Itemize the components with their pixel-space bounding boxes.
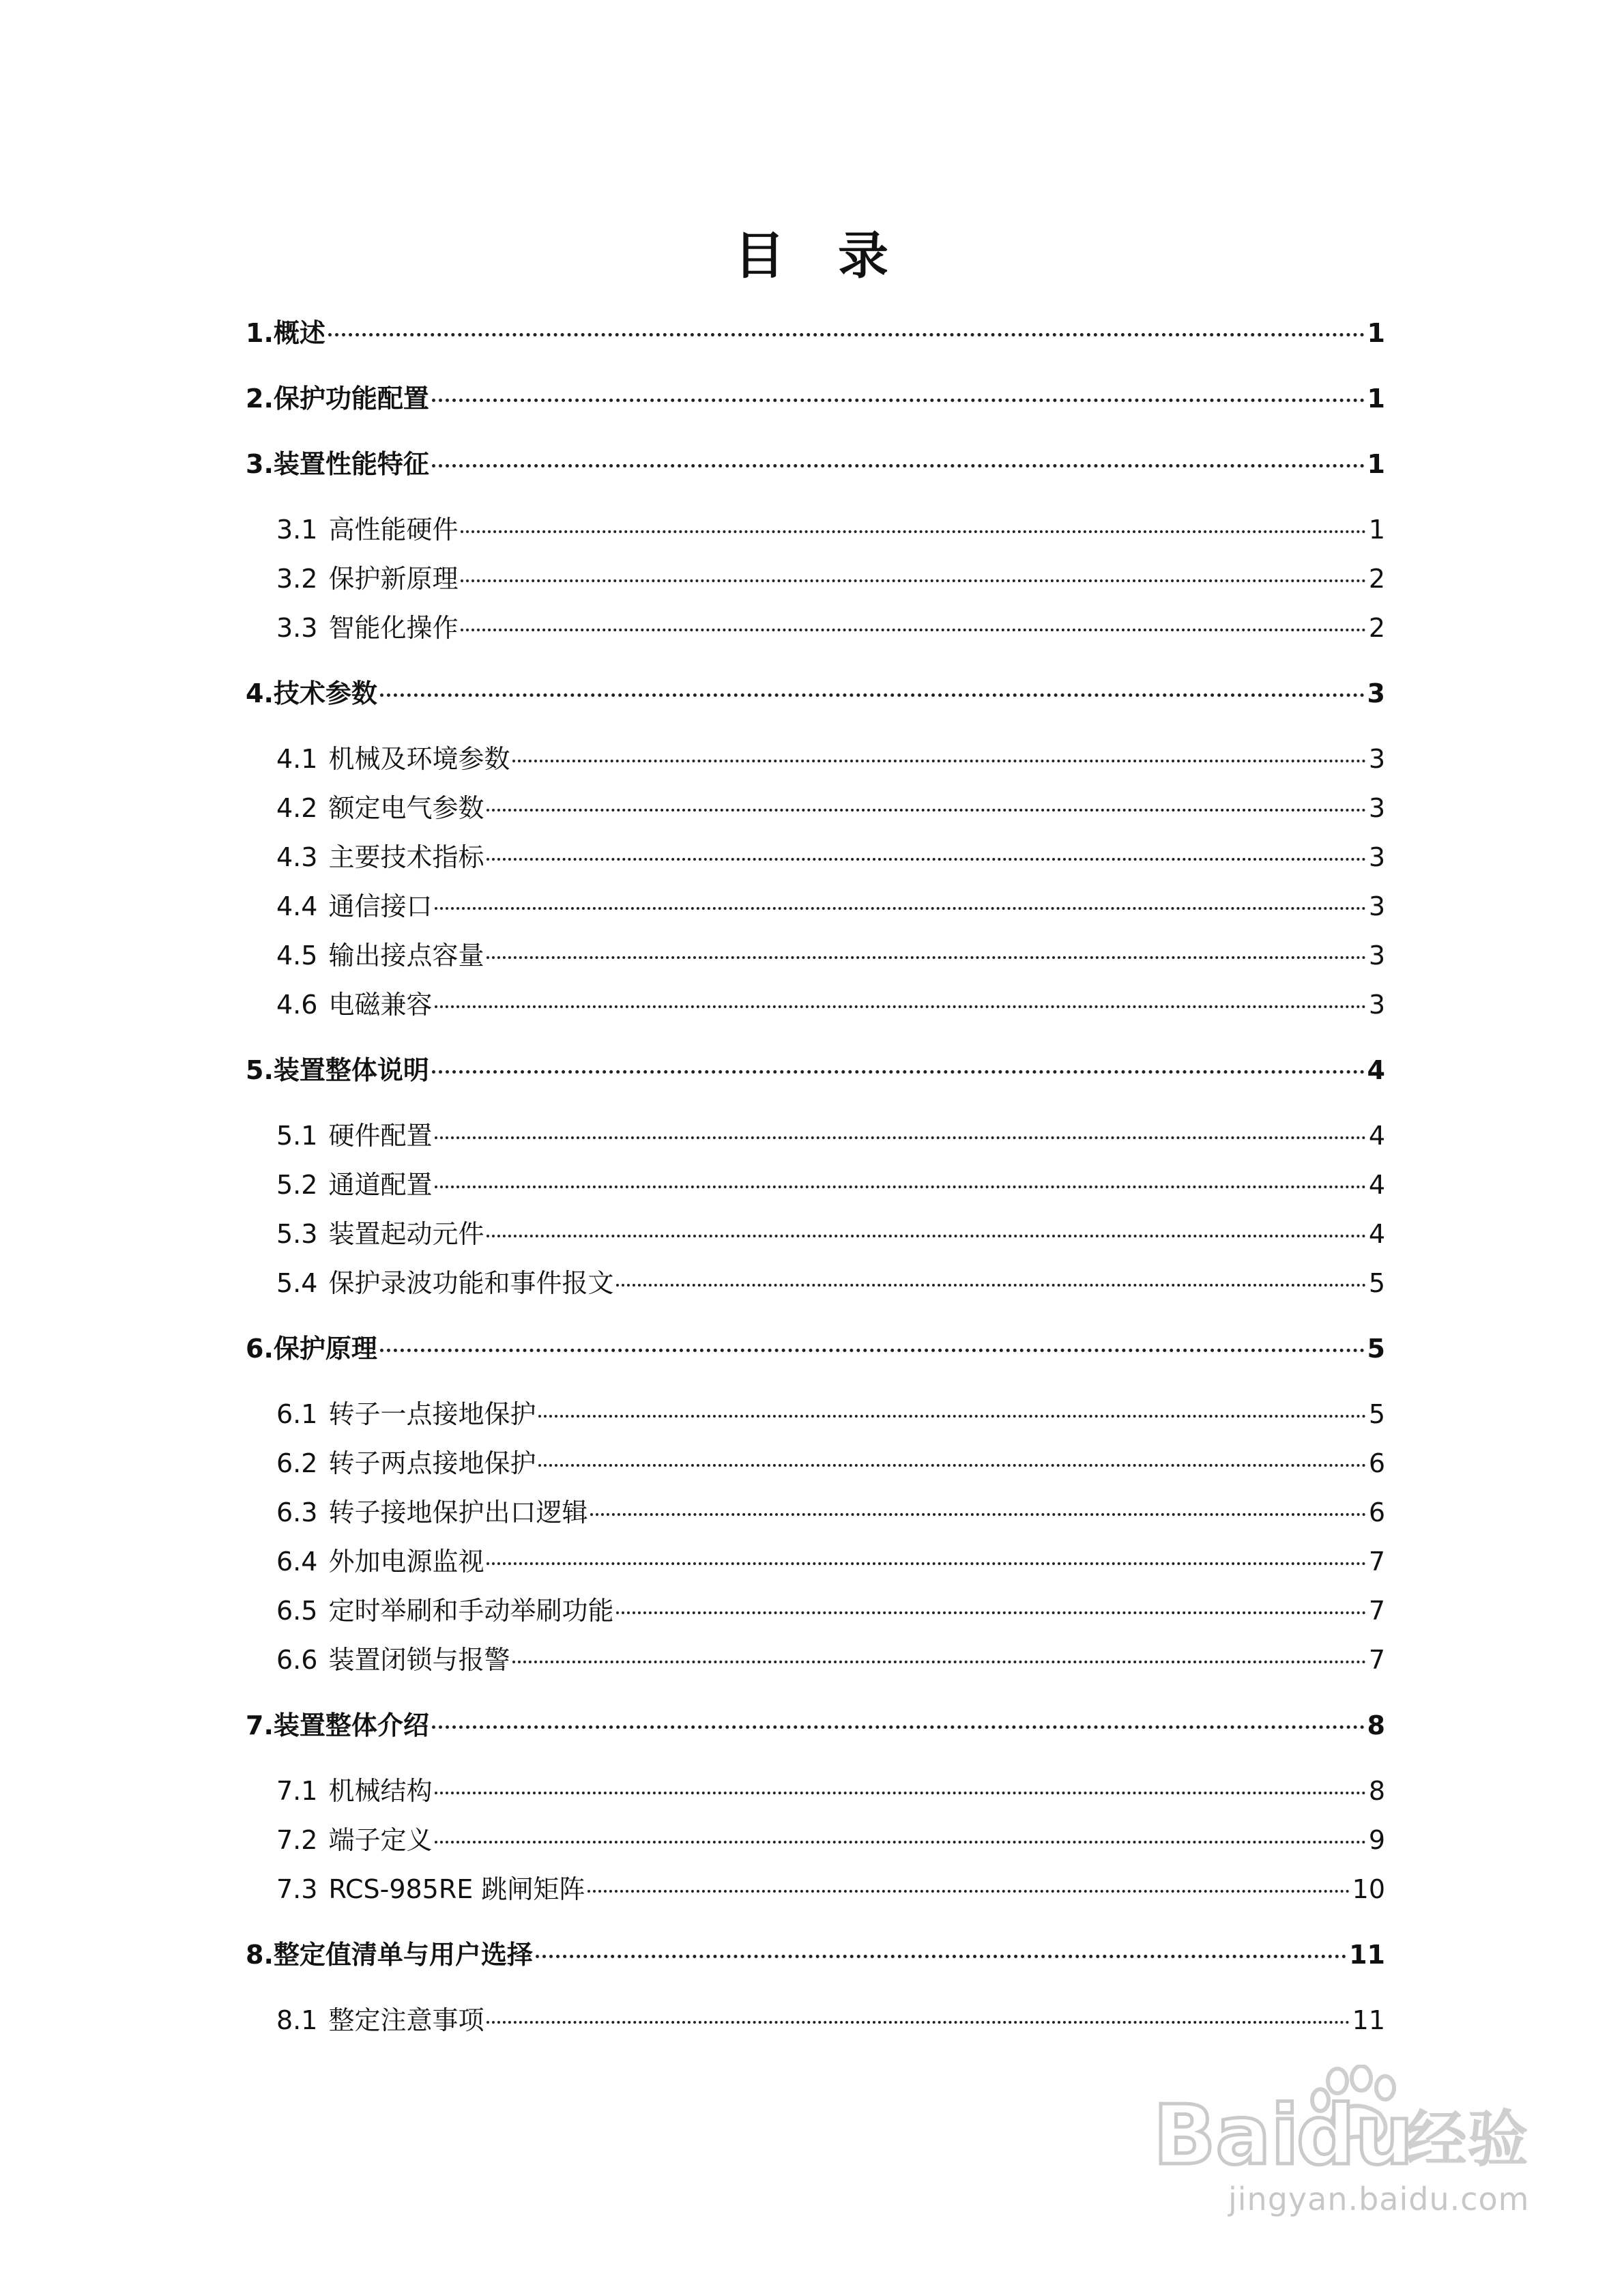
toc-entry-number: 6.1	[276, 1399, 318, 1429]
toc-entry-title: 保护原理	[273, 1334, 377, 1364]
toc-section-row[interactable]	[276, 511, 1385, 549]
toc-page-number: 11	[1352, 2005, 1385, 2035]
toc-page-number: 3	[1368, 891, 1385, 921]
toc-entry-title: 概述	[273, 318, 325, 348]
toc-page-number: 11	[1349, 1940, 1385, 1970]
watermark-url: jingyan.baidu.com	[1228, 2181, 1530, 2218]
toc-chapter-row[interactable]	[246, 674, 1385, 713]
toc-page-number: 7	[1368, 1645, 1385, 1675]
toc-page-number: 6	[1368, 1448, 1385, 1478]
toc-page-number: 2	[1368, 613, 1385, 643]
toc-section-row[interactable]	[276, 1444, 1385, 1482]
toc-section-row[interactable]	[276, 1542, 1385, 1581]
toc-entry-number: 5.2	[276, 1170, 318, 1200]
toc-entry-title: 保护录波功能和事件报文	[328, 1268, 614, 1298]
dot-leader	[432, 1725, 1365, 1729]
toc-entry-title: 转子一点接地保护	[328, 1399, 536, 1429]
toc-section-row[interactable]	[276, 838, 1385, 876]
toc-entry-title: 输出接点容量	[328, 941, 484, 971]
toc-entry-number: 5.1	[276, 1121, 318, 1151]
toc-section-row[interactable]	[276, 1870, 1385, 1908]
toc-entry-title: 机械及环境参数	[328, 744, 510, 774]
dot-leader	[380, 1349, 1365, 1352]
toc-entry-title: 通道配置	[328, 1170, 433, 1200]
dot-leader	[590, 1513, 1365, 1516]
dot-leader	[432, 1070, 1365, 1074]
toc-page-number: 4	[1368, 1170, 1385, 1200]
toc-section-row[interactable]	[276, 1641, 1385, 1679]
toc-entry-number: 3.3	[276, 613, 318, 643]
baidu-jingyan-logo	[1153, 2065, 1556, 2181]
toc-chapter-row[interactable]	[246, 314, 1385, 352]
toc-entry-number: 4.1	[276, 744, 318, 774]
toc-page-number: 3	[1368, 842, 1385, 872]
toc-section-row[interactable]	[276, 560, 1385, 598]
dot-leader	[487, 858, 1365, 861]
toc-entry-title: 电磁兼容	[328, 990, 433, 1020]
toc-section-row[interactable]	[276, 609, 1385, 647]
toc-section-row[interactable]	[276, 936, 1385, 975]
toc-entry-number: 3.1	[276, 515, 318, 545]
toc-section-row[interactable]	[276, 789, 1385, 827]
svg-text:du: du	[1296, 2089, 1414, 2181]
toc-entry-title: 装置整体介绍	[273, 1710, 429, 1740]
dot-leader	[328, 333, 1365, 336]
toc-chapter-row[interactable]	[246, 445, 1385, 483]
dot-leader	[435, 907, 1365, 910]
toc-section-row[interactable]	[276, 1117, 1385, 1155]
toc-page-number: 8	[1368, 1776, 1385, 1806]
toc-entry-title: 外加电源监视	[328, 1547, 484, 1577]
dot-leader	[487, 809, 1365, 812]
dot-leader	[538, 1464, 1365, 1467]
toc-page-number: 9	[1368, 1825, 1385, 1855]
toc-entry-number: 7.2	[276, 1825, 318, 1855]
page-title: 目 录	[734, 227, 890, 285]
baidu-jingyan-watermark	[1153, 2065, 1556, 2235]
toc-entry-number: 7.3	[276, 1874, 318, 1904]
toc-entry-number: 6.6	[276, 1645, 318, 1675]
toc-entry-number: 5.3	[276, 1219, 318, 1249]
toc-page-number: 5	[1368, 1268, 1385, 1298]
toc-section-row[interactable]	[276, 1821, 1385, 1859]
dot-leader	[616, 1284, 1365, 1287]
toc-entry-number: 7.1	[276, 1776, 318, 1806]
toc-entry-number: 6.3	[276, 1497, 318, 1527]
toc-entry-title: 装置整体说明	[273, 1055, 429, 1085]
toc-entry-number: 3.	[246, 449, 274, 479]
toc-entry-number: 4.3	[276, 842, 318, 872]
toc-entry-title: 保护新原理	[328, 564, 459, 594]
toc-section-row[interactable]	[276, 1772, 1385, 1810]
toc-entry-title: 智能化操作	[328, 613, 459, 643]
dot-leader	[380, 693, 1365, 697]
toc-page-number: 1	[1367, 449, 1385, 479]
toc-page-number: 1	[1368, 515, 1385, 545]
toc-page-number: 4	[1367, 1055, 1385, 1085]
toc-entry-number: 2.	[246, 384, 274, 414]
toc-page-number: 3	[1367, 678, 1385, 708]
toc-page-number: 7	[1368, 1596, 1385, 1626]
toc-page-number: 3	[1368, 941, 1385, 971]
toc-entry-number: 5.	[246, 1055, 274, 1085]
dot-leader	[461, 629, 1365, 631]
toc-entry-title: 装置起动元件	[328, 1219, 484, 1249]
dot-leader	[512, 760, 1365, 762]
toc-entry-number: 5.4	[276, 1268, 318, 1298]
dot-leader	[461, 579, 1365, 582]
dot-leader	[435, 1005, 1365, 1008]
dot-leader	[487, 2021, 1349, 2024]
toc-entry-title: 保护功能配置	[273, 384, 429, 414]
toc-entry-number: 4.5	[276, 941, 318, 971]
toc-page-number: 6	[1368, 1497, 1385, 1527]
toc-entry-title: 装置闭锁与报警	[328, 1645, 510, 1675]
svg-text:经验: 经验	[1406, 2104, 1528, 2175]
toc-chapter-row[interactable]	[246, 1051, 1385, 1089]
toc-section-row[interactable]	[276, 1215, 1385, 1253]
toc-entry-number: 4.6	[276, 990, 318, 1020]
toc-entry-number: 8.	[246, 1940, 274, 1970]
toc-page-number: 7	[1368, 1547, 1385, 1577]
toc-page-number: 3	[1368, 990, 1385, 1020]
toc-entry-title: 转子两点接地保护	[328, 1448, 536, 1478]
toc-entry-title: 技术参数	[273, 678, 377, 708]
toc-entry-number: 1.	[246, 318, 274, 348]
toc-entry-title: 额定电气参数	[328, 793, 484, 823]
toc-section-row[interactable]	[276, 986, 1385, 1024]
dot-leader	[487, 956, 1365, 959]
toc-page-number: 4	[1368, 1121, 1385, 1151]
toc-section-row[interactable]	[276, 1592, 1385, 1630]
toc-page-number: 5	[1367, 1334, 1385, 1364]
dot-leader	[487, 1562, 1365, 1565]
dot-leader	[435, 1186, 1365, 1188]
dot-leader	[538, 1415, 1365, 1418]
toc-entry-title: 装置性能特征	[273, 449, 429, 479]
toc-entry-title: 高性能硬件	[328, 515, 459, 545]
dot-leader	[435, 1841, 1365, 1843]
dot-leader	[435, 1792, 1365, 1794]
toc-page-number: 1	[1367, 318, 1385, 348]
toc-entry-title: 主要技术指标	[328, 842, 484, 872]
toc-entry-title: 整定注意事项	[328, 2005, 484, 2035]
toc-page-number: 8	[1367, 1710, 1385, 1740]
toc-section-row[interactable]	[276, 1395, 1385, 1433]
svg-text:Bai: Bai	[1153, 2089, 1299, 2181]
toc-entry-number: 8.1	[276, 2005, 318, 2035]
toc-page-number: 1	[1367, 384, 1385, 414]
toc-entry-number: 7.	[246, 1710, 274, 1740]
dot-leader	[487, 1235, 1365, 1237]
dot-leader	[461, 530, 1365, 533]
toc-page-number: 4	[1368, 1219, 1385, 1249]
toc-page-number: 10	[1352, 1874, 1385, 1904]
toc-page-number: 3	[1368, 744, 1385, 774]
toc-entry-title: 整定值清单与用户选择	[273, 1940, 533, 1970]
toc-entry-number: 6.4	[276, 1547, 318, 1577]
dot-leader	[432, 399, 1365, 402]
dot-leader	[588, 1890, 1349, 1893]
toc-chapter-row[interactable]	[246, 1330, 1385, 1368]
toc-section-row[interactable]	[276, 1264, 1385, 1302]
toc-entry-title: 硬件配置	[328, 1121, 433, 1151]
toc-page-number: 2	[1368, 564, 1385, 594]
dot-leader	[435, 1136, 1365, 1139]
toc-entry-title: 机械结构	[328, 1776, 433, 1806]
toc-section-row[interactable]	[276, 2001, 1385, 2039]
toc-section-row[interactable]	[276, 1493, 1385, 1532]
toc-chapter-row[interactable]	[246, 1936, 1385, 1974]
toc-entry-number: 6.	[246, 1334, 274, 1364]
dot-leader	[432, 464, 1365, 468]
dot-leader	[536, 1955, 1346, 1958]
toc-entry-number: 6.2	[276, 1448, 318, 1478]
toc-section-row[interactable]	[276, 740, 1385, 778]
toc-entry-number: 6.5	[276, 1596, 318, 1626]
toc-chapter-row[interactable]	[246, 379, 1385, 418]
toc-entry-number: 4.2	[276, 793, 318, 823]
dot-leader	[512, 1661, 1365, 1663]
toc-chapter-row[interactable]	[246, 1706, 1385, 1745]
toc-section-row[interactable]	[276, 887, 1385, 925]
toc-page-number: 5	[1368, 1399, 1385, 1429]
toc-entry-number: 4.	[246, 678, 274, 708]
toc-entry-title: 转子接地保护出口逻辑	[328, 1497, 588, 1527]
dot-leader	[616, 1611, 1365, 1614]
toc-entry-title: 通信接口	[328, 891, 433, 921]
toc-entry-title: RCS-985RE 跳闸矩阵	[328, 1874, 585, 1904]
toc-entry-title: 定时举刷和手动举刷功能	[328, 1596, 614, 1626]
toc-entry-number: 4.4	[276, 891, 318, 921]
toc-entry-title: 端子定义	[328, 1825, 433, 1855]
toc-entry-number: 3.2	[276, 564, 318, 594]
toc-section-row[interactable]	[276, 1166, 1385, 1204]
toc-page-number: 3	[1368, 793, 1385, 823]
